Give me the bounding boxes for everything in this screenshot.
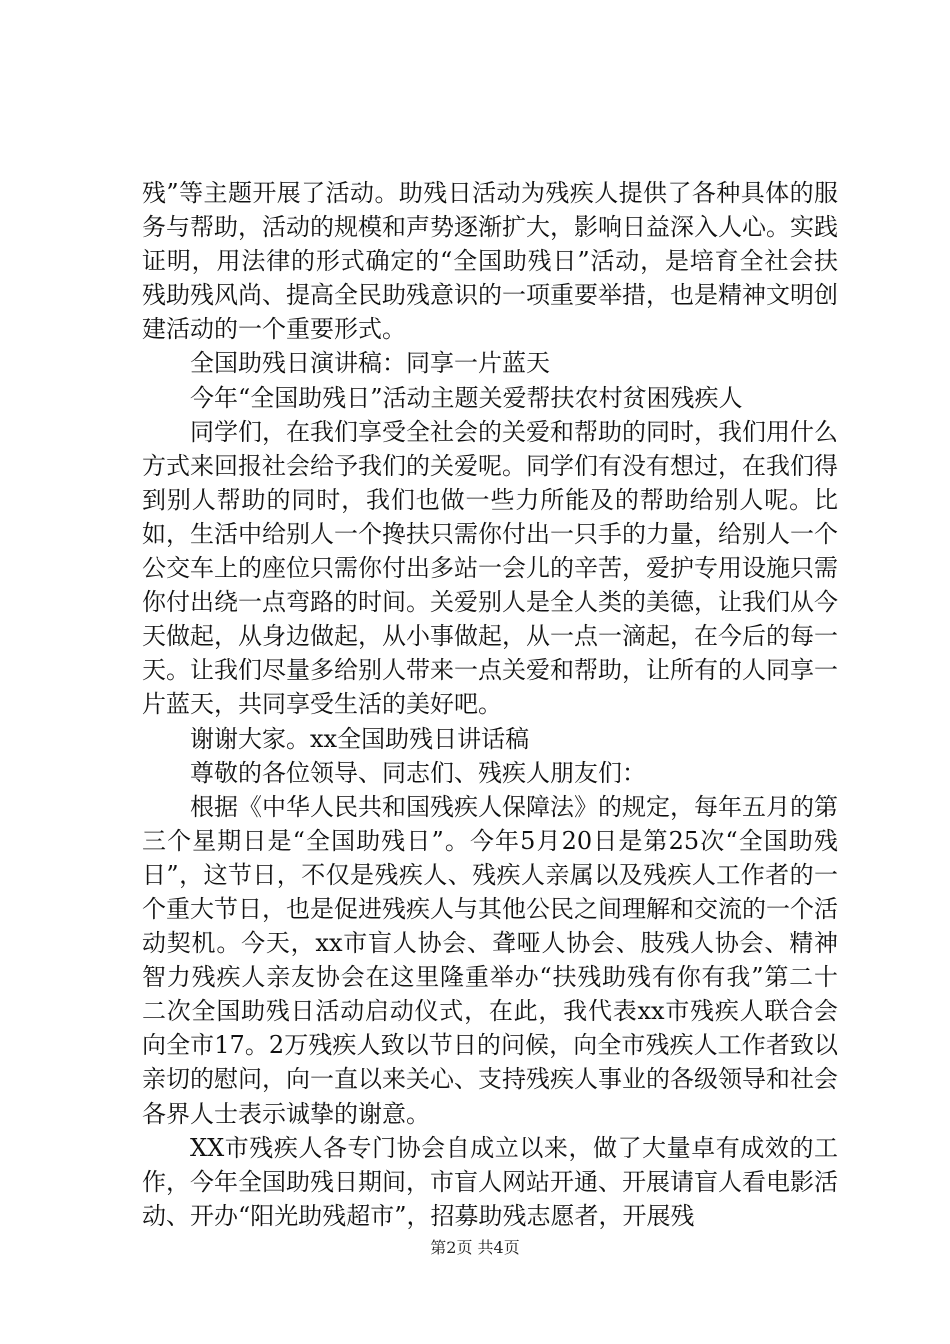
paragraph-continuation: 残”等主题开展了活动。助残日活动为残疾人提供了各种具体的服务与帮助，活动的规模和声势逐渐扩大，影响日益深入人心。实践证明，用法律的形式确定的“全国助残日”活动，是培育全社会扶残助残风尚、提高全民助残意识的一项重要举措，也是精神文明创建活动的一个重要形式。 xyxy=(142,179,838,344)
salutation-line: 尊敬的各位领导、同志们、残疾人朋友们： xyxy=(190,758,646,787)
activity-theme-line: 今年“全国助残日”活动主题关爱帮扶农村贫困残疾人 xyxy=(190,383,743,412)
speech-title-heading: 全国助残日演讲稿：同享一片蓝天 xyxy=(190,349,550,378)
paragraph-associations-work: XX市残疾人各专门协会自成立以来，做了大量卓有成效的工作，今年全国助残日期间，市盲人网站开通、开展请盲人看电影活动、开办“阳光助残超市”，招募助残志愿者，开展残 xyxy=(142,1133,838,1230)
thanks-and-title-line: 谢谢大家。xx全国助残日讲话稿 xyxy=(190,724,530,753)
page-number-footer: 第2页 共4页 xyxy=(430,1238,520,1257)
document-body xyxy=(142,176,838,1233)
paragraph-students-speech: 同学们，在我们享受全社会的关爱和帮助的同时，我们用什么方式来回报社会给予我们的关爱呢。同学们有没有想过，在我们得到别人帮助的同时，我们也做一些力所能及的帮助给别人呢。比如，生活中给别人一个搀扶只需你付出一只手的力量，给别人一个公交车上的座位只需你付出多站一会儿的辛苦，爱护专用设施只需你付出绕一点弯路的时间。关爱别人是全人类的美德，让我们从今天做起，从身边做起，从小事做起，从一点一滴起，在今后的每一天。让我们尽量多给别人带来一点关爱和帮助，让所有的人同享一片蓝天，共同享受生活的美好吧。 xyxy=(142,417,838,719)
paragraph-law-and-event: 根据《中华人民共和国残疾人保障法》的规定，每年五月的第三个星期日是“全国助残日”。今年5月20日是第25次“全国助残日”，这节日，不仅是残疾人、残疾人亲属以及残疾人工作者的一个重大节日，也是促进残疾人与其他公民之间理解和交流的一个活动契机。今天，xx市盲人协会、聋哑人协会、肢残人协会、精神智力残疾人亲友协会在这里隆重举办“扶残助残有你有我”第二十二次全国助残日活动启动仪式，在此，我代表xx市残疾人联合会向全市17。2万残疾人致以节日的问候，向全市残疾人工作者致以亲切的慰问，向一直以来关心、支持残疾人事业的各级领导和社会各界人士表示诚挚的谢意。 xyxy=(142,792,838,1128)
